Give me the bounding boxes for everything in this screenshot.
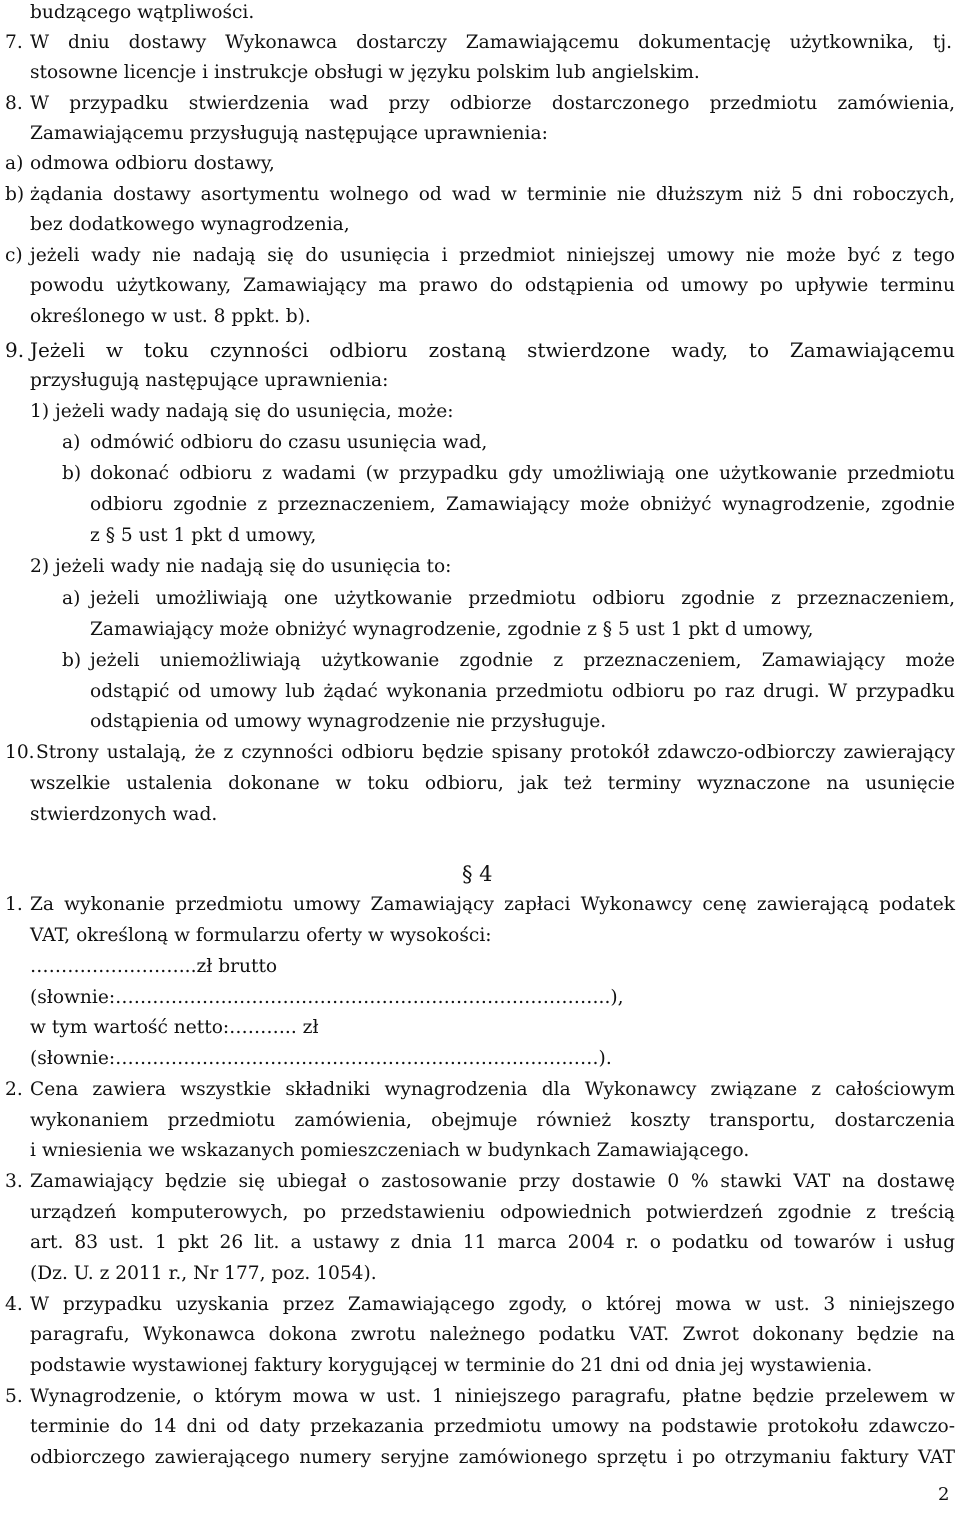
text-line (90, 677, 955, 707)
item-number: 9. (5, 338, 25, 362)
sub-sub-item-b (62, 459, 955, 489)
item-number: a) (62, 432, 81, 453)
item-number: 5. (5, 1386, 23, 1407)
item-number: b) (5, 184, 25, 205)
list-item-10 (5, 738, 955, 768)
sub-sub-item-b (62, 646, 955, 676)
item-number: 2. (5, 1079, 23, 1100)
list-item-7 (5, 28, 952, 58)
line-text: i wniesienia we wskazanych pomieszczeniach w budynkach Zamawiającego. (30, 1140, 750, 1161)
list-item-3 (5, 1167, 955, 1197)
text-line (90, 490, 955, 520)
item-number: 4. (5, 1294, 23, 1315)
heading-text: § 4 (462, 862, 493, 886)
line-text: powodu użytkowany, Zamawiający ma prawo do odstąpienia od umowy po upływie terminu (30, 275, 955, 296)
text-line (30, 1412, 955, 1442)
list-item-1 (5, 890, 955, 920)
line-text: paragrafu, Wykonawca dokona zwrotu należnego podatku VAT. Zwrot dokonany będzie na (30, 1324, 955, 1345)
line-text: Zamawiającemu przysługują następujące uprawnienia: (30, 123, 548, 144)
line-text: żądania dostawy asortymentu wolnego od wad w terminie nie dłuższym niż 5 dni roboczych, (30, 184, 955, 205)
line-text: odstąpienia od umowy wynagrodzenie nie przysługuje. (90, 711, 607, 732)
line-text: Za wykonanie przedmiotu umowy Zamawiający zapłaci Wykonawcy cenę zawierającą podatek (30, 894, 955, 915)
item-number: b) (62, 650, 82, 671)
line-text: wszelkie ustalenia dokonane w toku odbioru, jak też terminy wyznaczone na usunięcie (30, 773, 955, 794)
item-number: a) (62, 588, 81, 609)
list-item-5 (5, 1382, 955, 1412)
line-text: określonego w ust. 8 ppkt. b). (30, 306, 311, 327)
text-line (30, 1228, 955, 1258)
line-text: W przypadku stwierdzenia wad przy odbiorze dostarczonego przedmiotu zamówienia, (30, 93, 955, 114)
line-text: odmowa odbioru dostawy, (30, 153, 275, 174)
line-text: odbiorczego zawierającego numery seryjne zamówionego sprzętu i po otrzymaniu faktury VAT (30, 1447, 955, 1468)
text-line (30, 769, 955, 799)
text-line (30, 271, 955, 301)
text-line (30, 1320, 955, 1350)
line-text: wykonaniem przedmiotu zamówienia, obejmuje również koszty transportu, dostarczenia (30, 1110, 955, 1131)
sub-sub-item-a (62, 584, 955, 614)
line-text: W dniu dostawy Wykonawca dostarczy Zamawiającemu dokumentację użytkownika, tj. (30, 32, 952, 53)
item-number: 2) (30, 556, 50, 577)
item-number: 1. (5, 894, 23, 915)
line-text: budzącego wątpliwości. (30, 2, 255, 23)
line-text: z § 5 ust 1 pkt d umowy, (90, 525, 317, 546)
item-number: 1) (30, 401, 50, 422)
line-text: w tym wartość netto:……….. zł (30, 1017, 319, 1038)
sub-item-b (5, 180, 955, 210)
line-text: stosowne licencje i instrukcje obsługi w języku polskim lub angielskim. (30, 62, 700, 83)
line-text: Zamawiający będzie się ubiegał o zastosowanie przy dostawie 0 % stawki VAT na dostawę (30, 1171, 955, 1192)
line-text: podstawie wystawionej faktury korygującej w terminie do 21 dni od dnia jej wystawienia. (30, 1355, 873, 1376)
item-number: a) (5, 153, 24, 174)
line-text: jeżeli uniemożliwiają użytkowanie zgodnie z przeznaczeniem, Zamawiający może (90, 650, 955, 671)
line-text: jeżeli wady nadają się do usunięcia, może: (55, 401, 454, 422)
line-text: odbioru zgodnie z przeznaczeniem, Zamawiający może obniżyć wynagrodzenie, zgodnie (90, 494, 955, 515)
line-text: dokonać odbioru z wadami (w przypadku gdy umożliwiają one użytkowanie przedmiotu (90, 463, 955, 484)
list-item-4 (5, 1290, 955, 1320)
list-item-8 (5, 89, 955, 119)
text-line (30, 1443, 955, 1473)
item-number: b) (62, 463, 82, 484)
line-text: art. 83 ust. 1 pkt 26 lit. a ustawy z dnia 11 marca 2004 r. o podatku od towarów i usług (30, 1232, 955, 1253)
line-text: VAT, określoną w formularzu oferty w wysokości: (30, 925, 492, 946)
line-text: stwierdzonych wad. (30, 804, 218, 825)
item-number: 3. (5, 1171, 23, 1192)
line-text: Jeżeli w toku czynności odbioru zostaną stwierdzone wady, to Zamawiającemu (30, 338, 955, 362)
line-text: przysługują następujące uprawnienia: (30, 370, 389, 391)
line-text: jeżeli wady nie nadają się do usunięcia to: (55, 556, 452, 577)
line-text: ……………………...zł brutto (30, 956, 278, 977)
line-text: odmówić odbioru do czasu usunięcia wad, (90, 432, 488, 453)
sub-item-c (5, 241, 955, 271)
line-text: jeżeli umożliwiają one użytkowanie przedmiotu odbioru zgodnie z przeznaczeniem, (90, 588, 955, 609)
line-text: Zamawiający może obniżyć wynagrodzenie, zgodnie z § 5 ust 1 pkt d umowy, (90, 619, 814, 640)
line-text: Cena zawiera wszystkie składniki wynagrodzenia dla Wykonawcy związane z całościowym (30, 1079, 955, 1100)
line-text: Wynagrodzenie, o którym mowa w ust. 1 niniejszego paragrafu, płatne będzie przelewem w (30, 1386, 955, 1407)
line-text: (słownie:……………………………………………………………………..), (30, 987, 624, 1008)
line-text: (słownie:……………………………………………………………………). (30, 1048, 612, 1069)
line-text: W przypadku uzyskania przez Zamawiającego zgody, o której mowa w ust. 3 niniejszego (30, 1294, 955, 1315)
page-number-text: 2 (938, 1484, 950, 1505)
line-text: jeżeli wady nie nadają się do usunięcia i przedmiot niniejszej umowy nie może być z tego (30, 245, 955, 266)
line-text: (Dz. U. z 2011 r., Nr 177, poz. 1054). (30, 1263, 377, 1284)
line-text: urządzeń komputerowych, po przedstawieniu odpowiednich potwierdzeń zgodnie z treścią (30, 1202, 955, 1223)
text-line (30, 1198, 955, 1228)
line-text: odstąpić od umowy lub żądać wykonania przedmiotu odbioru po raz drugi. W przypadku (90, 681, 955, 702)
line-text: bez dodatkowego wynagrodzenia, (30, 214, 350, 235)
list-item-2 (5, 1075, 955, 1105)
line-text: terminie do 14 dni od daty przekazania przedmiotu umowy na podstawie protokołu zdawczo- (30, 1416, 955, 1437)
item-number: 10. (5, 742, 35, 763)
list-item-9 (5, 335, 955, 365)
item-number: 8. (5, 93, 23, 114)
item-number: c) (5, 245, 23, 266)
line-text: Strony ustalają, że z czynności odbioru będzie spisany protokół zdawczo-odbiorczy zawierający (36, 742, 955, 763)
text-line (30, 1106, 955, 1136)
text-line (30, 0, 930, 28)
item-number: 7. (5, 32, 23, 53)
